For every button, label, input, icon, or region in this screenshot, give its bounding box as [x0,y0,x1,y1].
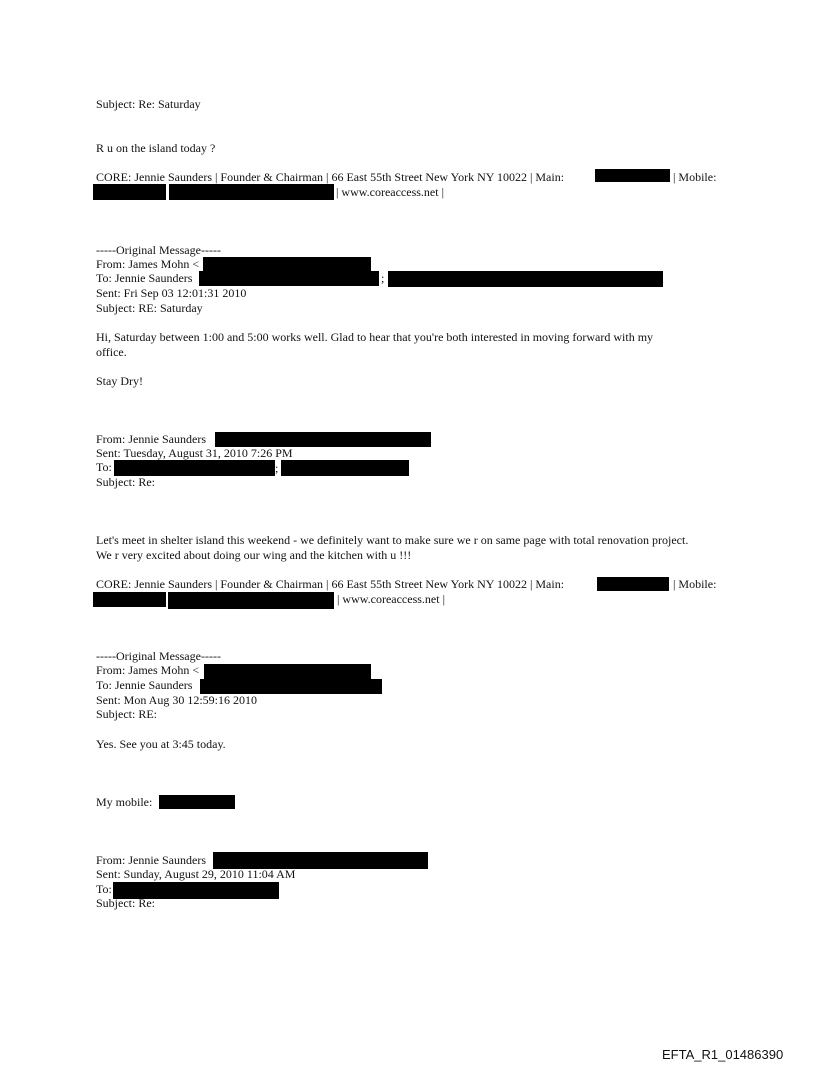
header-to-separator: ; [275,461,279,475]
header-to: To: Jennie Saunders [96,678,193,692]
redaction-box [203,257,371,271]
email-body-text: R u on the island today ? [96,141,216,155]
email-body-text: Hi, Saturday between 1:00 and 5:00 works well. Glad to hear that you're both interested in moving forward with my [96,330,654,344]
header-to-separator: ; [381,271,385,285]
redaction-box [93,184,166,200]
header-to: To: [96,460,112,474]
document-id: EFTA_R1_01486390 [662,1047,784,1062]
signature-mobile-label: | Mobile: [673,170,717,184]
signature-website: | www.coreaccess.net | [336,185,444,199]
header-from: From: James Mohn < [96,257,200,271]
header-subject: Subject: RE: Saturday [96,301,203,315]
redaction-box [595,169,670,182]
signature-mobile-label: | Mobile: [673,577,717,591]
redaction-box [597,577,669,591]
email-body-text: Stay Dry! [96,374,143,388]
redaction-box [114,460,275,476]
signature-line: CORE: Jennie Saunders | Founder & Chairman | 66 East 55th Street New York NY 10022 | Main: [96,577,565,591]
header-sent: Sent: Fri Sep 03 12:01:31 2010 [96,286,247,300]
original-message-divider: -----Original Message----- [96,649,221,663]
header-subject: Subject: Re: [96,475,155,489]
email-body-text: Yes. See you at 3:45 today. [96,737,226,751]
header-from: From: James Mohn < [96,663,200,677]
mobile-label: My mobile: [96,795,153,809]
redaction-box [215,432,431,447]
redaction-box [159,795,235,809]
email-body-text: Let's meet in shelter island this weekend - we definitely want to make sure we r on same page with total renovation project. [96,533,689,547]
header-to: To: [96,882,112,896]
redaction-box [388,271,663,287]
header-from: From: Jennie Saunders [96,853,206,867]
header-to: To: Jennie Saunders [96,271,193,285]
original-message-divider: -----Original Message----- [96,243,221,257]
email-subject: Subject: Re: Saturday [96,97,201,111]
signature-website: | www.coreaccess.net | [337,592,445,606]
email-body-text: We r very excited about doing our wing and the kitchen with u !!! [96,548,412,562]
redaction-box [200,679,382,694]
header-subject: Subject: RE: [96,707,157,721]
header-sent: Sent: Sunday, August 29, 2010 11:04 AM [96,867,296,881]
redaction-box [204,664,371,679]
redaction-box [93,592,166,607]
redaction-box [281,460,409,476]
redaction-box [169,184,334,200]
redaction-box [168,592,334,609]
header-sent: Sent: Tuesday, August 31, 2010 7:26 PM [96,446,293,460]
header-subject: Subject: Re: [96,896,155,910]
header-sent: Sent: Mon Aug 30 12:59:16 2010 [96,693,258,707]
header-from: From: Jennie Saunders [96,432,206,446]
redaction-box [199,271,379,286]
email-body-text: office. [96,345,127,359]
signature-line: CORE: Jennie Saunders | Founder & Chairman | 66 East 55th Street New York NY 10022 | Main: [96,170,565,184]
